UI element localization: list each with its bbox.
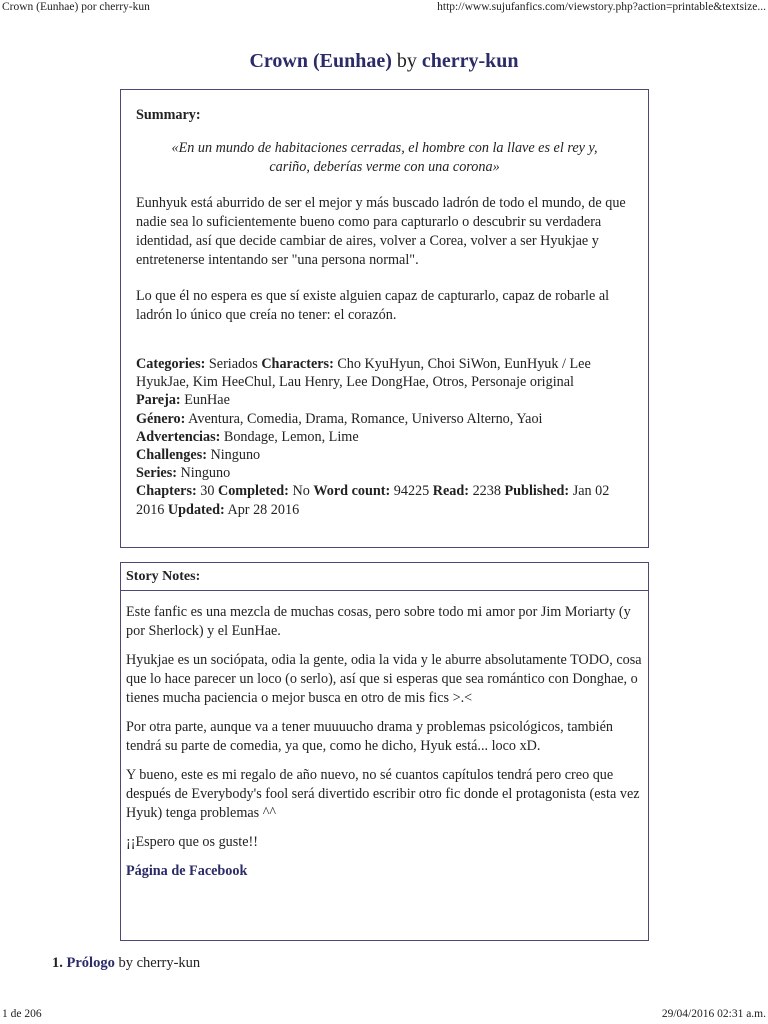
chapter-title-link[interactable]: Prólogo [66,955,115,971]
story-by-text: by [396,50,417,72]
notes-paragraph-4: Y bueno, este es mi regalo de año nuevo, no sé cuantos capítulos tendrá pero creo que después de Everybody's fool será divertido escribir otro fic donde el protagonista (esta vez Hyuk) tenga problemas ^^ [126,767,640,821]
completed-label: Completed: [217,483,289,500]
story-notes-heading: Story Notes: [121,563,648,591]
summary-paragraph-2: Lo que él no espera es que sí existe alguien capaz de capturarlo, capaz de robarle al ladrón lo único que creía no tener: el corazón. [136,288,610,323]
summary-heading: Summary: [136,107,201,123]
story-metadata [136,355,633,519]
updated-value: Apr 28 2016 [227,501,300,518]
story-title [0,50,768,73]
advertencias-value: Bondage, Lemon, Lime [223,428,359,445]
meta-pareja [136,391,633,409]
author-link[interactable]: cherry-kun [421,50,519,72]
updated-label: Updated: [167,501,225,518]
meta-categories-characters [136,355,633,391]
chapters-label: Chapters: [136,483,197,500]
wordcount-label: Word count: [313,483,391,500]
completed-value: No [292,483,310,500]
notes-paragraph-1: Este fanfic es una mezcla de muchas cosas, pero sobre todo mi amor por Jim Moriarty (y por Sherlock) y el EunHae. [126,604,631,639]
categories-label: Categories: [136,356,206,372]
story-notes-body [121,591,648,881]
genero-label: Género: [136,410,186,427]
challenges-label: Challenges: [136,447,207,464]
summary-quote-line1: «En un mundo de habitaciones cerradas, el hombre con la llave es el rey y, [171,140,598,156]
chapters-value: 30 [200,483,215,500]
notes-paragraph-3: Por otra parte, aunque va a tener muuuucho drama y problemas psicológicos, también tendrá su parte de comedia, ya que, como he dicho, Hyuk está... loco xD. [126,719,613,754]
summary-quote-line2: cariño, deberías verme con una corona» [269,159,500,175]
print-footer [0,1004,768,1024]
summary-paragraph-1: Eunhyuk está aburrido de ser el mejor y más buscado ladrón de todo el mundo, de que nadie sea lo suficientemente bueno como para capturarlo o descubrir su verdadera identidad, así que decide cambiar de aires, volver a Corea, volver a ser Hyukjae y entretenerse intentando ser "una persona normal". [136,195,626,268]
print-timestamp: 29/04/2016 02:31 a.m. [661,1008,766,1020]
chapter-list-item [52,955,200,972]
print-header-url: http://www.sujufanfics.com/viewstory.php?action=printable&textsize... [437,1,766,13]
notes-paragraph-5: ¡¡Espero que os guste!! [126,834,258,850]
page-counter: 1 de 206 [2,1008,42,1020]
genero-value: Aventura, Comedia, Drama, Romance, Universo Alterno, Yaoi [188,410,543,427]
read-value: 2238 [472,483,501,500]
characters-label: Characters: [261,356,334,372]
summary-quote [136,139,633,177]
read-label: Read: [432,483,470,500]
challenges-value: Ninguno [210,447,261,464]
series-value: Ninguno [180,465,231,482]
chapter-number: 1. [52,955,63,971]
characters-value: Cho KyuHyun, Choi SiWon, EunHyuk / Lee HyukJae, Kim HeeChul, Lau Henry, Lee DongHae, Otros, Personaje original [136,356,591,391]
meta-series [136,464,633,482]
meta-stats [136,482,633,518]
meta-genero [136,410,633,428]
print-header-title: Crown (Eunhae) por cherry-kun [2,1,150,13]
facebook-page-link[interactable]: Página de Facebook [126,863,248,879]
story-title-link[interactable]: Crown (Eunhae) [249,50,392,72]
published-value: Jan 02 2016 [136,483,610,518]
story-notes-box [120,562,649,941]
summary-box [120,89,649,548]
series-label: Series: [136,465,177,482]
published-label: Published: [504,483,570,500]
pareja-label: Pareja: [136,392,181,409]
meta-advertencias [136,428,633,446]
pareja-value: EunHae [184,392,230,409]
print-header [0,0,768,18]
meta-challenges [136,446,633,464]
category-link[interactable]: Seriados [208,356,258,372]
chapter-author: by cherry-kun [118,955,201,971]
advertencias-label: Advertencias: [136,428,221,445]
notes-paragraph-2: Hyukjae es un sociópata, odia la gente, odia la vida y le aburre absolutamente TODO, cosa que lo hace parecer un loco (o serlo), así que si esperas que sea romántico con Donghae, o tienes mucha paciencia o mejor busca en otro de mis fics >.< [126,652,642,706]
wordcount-value: 94225 [393,483,430,500]
